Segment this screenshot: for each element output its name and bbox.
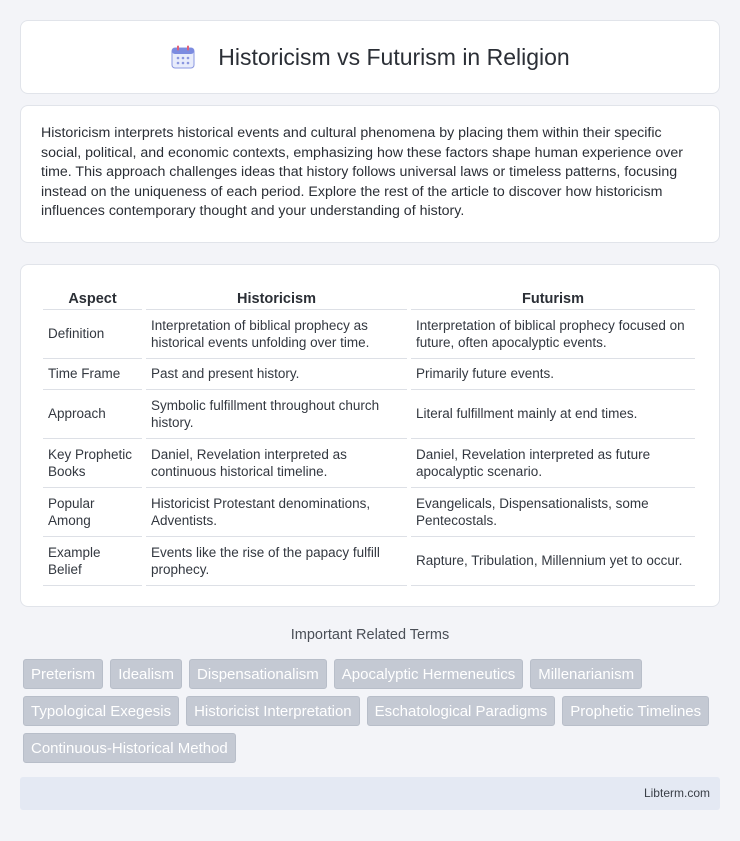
table-row	[43, 310, 695, 359]
intro-text: Historicism interprets historical events and cultural phenomena by placing them within their specific social, political, and economic contexts, emphasizing how these factors shape human experience over time. This approach challenges ideas that history follows universal laws or timeless patterns, focusing instead on the uniqueness of each period. Explore the rest of the article to discover how historicism influences contemporary thought and your understanding of history.	[41, 125, 683, 220]
related-term-tag[interactable]: Eschatological Paradigms	[367, 696, 556, 726]
table-cell-aspect: Popular Among	[43, 488, 142, 537]
table-row	[43, 439, 695, 488]
table-cell-futurism: Daniel, Revelation interpreted as future apocalyptic scenario.	[411, 439, 695, 488]
comparison-table	[39, 285, 699, 586]
table-cell-futurism: Literal fulfillment mainly at end times.	[411, 390, 695, 439]
table-cell-historicism: Events like the rise of the papacy fulfill prophecy.	[146, 537, 407, 586]
table-cell-futurism: Rapture, Tribulation, Millennium yet to occur.	[411, 537, 695, 586]
table-cell-futurism: Interpretation of biblical prophecy focused on future, often apocalyptic events.	[411, 310, 695, 359]
table-row	[43, 537, 695, 586]
table-cell-aspect: Key Prophetic Books	[43, 439, 142, 488]
table-cell-historicism: Past and present history.	[146, 359, 407, 390]
related-term-tag[interactable]: Millenarianism	[530, 659, 642, 689]
table-cell-aspect: Example Belief	[43, 537, 142, 586]
title-card	[20, 20, 720, 94]
table-cell-aspect: Approach	[43, 390, 142, 439]
table-cell-futurism: Primarily future events.	[411, 359, 695, 390]
calendar-icon	[170, 44, 196, 70]
table-cell-aspect: Time Frame	[43, 359, 142, 390]
intro-card	[20, 105, 720, 243]
table-cell-historicism: Interpretation of biblical prophecy as historical events unfolding over time.	[146, 310, 407, 359]
related-term-tag[interactable]: Historicist Interpretation	[186, 696, 360, 726]
header-futurism: Futurism	[411, 285, 695, 310]
table-cell-historicism: Daniel, Revelation interpreted as continuous historical timeline.	[146, 439, 407, 488]
table-header-row	[43, 285, 695, 310]
page-title: Historicism vs Futurism in Religion	[218, 43, 570, 70]
related-term-tag[interactable]: Continuous-Historical Method	[23, 733, 236, 763]
footer	[20, 777, 720, 810]
related-term-tag[interactable]: Idealism	[110, 659, 182, 689]
related-term-tag[interactable]: Typological Exegesis	[23, 696, 179, 726]
table-row	[43, 359, 695, 390]
table-cell-historicism: Symbolic fulfillment throughout church history.	[146, 390, 407, 439]
table-row	[43, 390, 695, 439]
related-term-tag[interactable]: Dispensationalism	[189, 659, 327, 689]
related-term-tag[interactable]: Apocalyptic Hermeneutics	[334, 659, 523, 689]
header-historicism: Historicism	[146, 285, 407, 310]
related-terms-heading: Important Related Terms	[290, 627, 450, 643]
header-aspect: Aspect	[43, 285, 142, 310]
table-cell-historicism: Historicist Protestant denominations, Adventists.	[146, 488, 407, 537]
related-term-tag[interactable]: Prophetic Timelines	[562, 696, 709, 726]
footer-site-link[interactable]: Libterm.com	[643, 786, 710, 800]
table-cell-aspect: Definition	[43, 310, 142, 359]
related-terms-list	[23, 659, 723, 770]
comparison-table-card	[20, 264, 720, 607]
related-term-tag[interactable]: Preterism	[23, 659, 103, 689]
table-cell-futurism: Evangelicals, Dispensationalists, some Pentecostals.	[411, 488, 695, 537]
table-row	[43, 488, 695, 537]
